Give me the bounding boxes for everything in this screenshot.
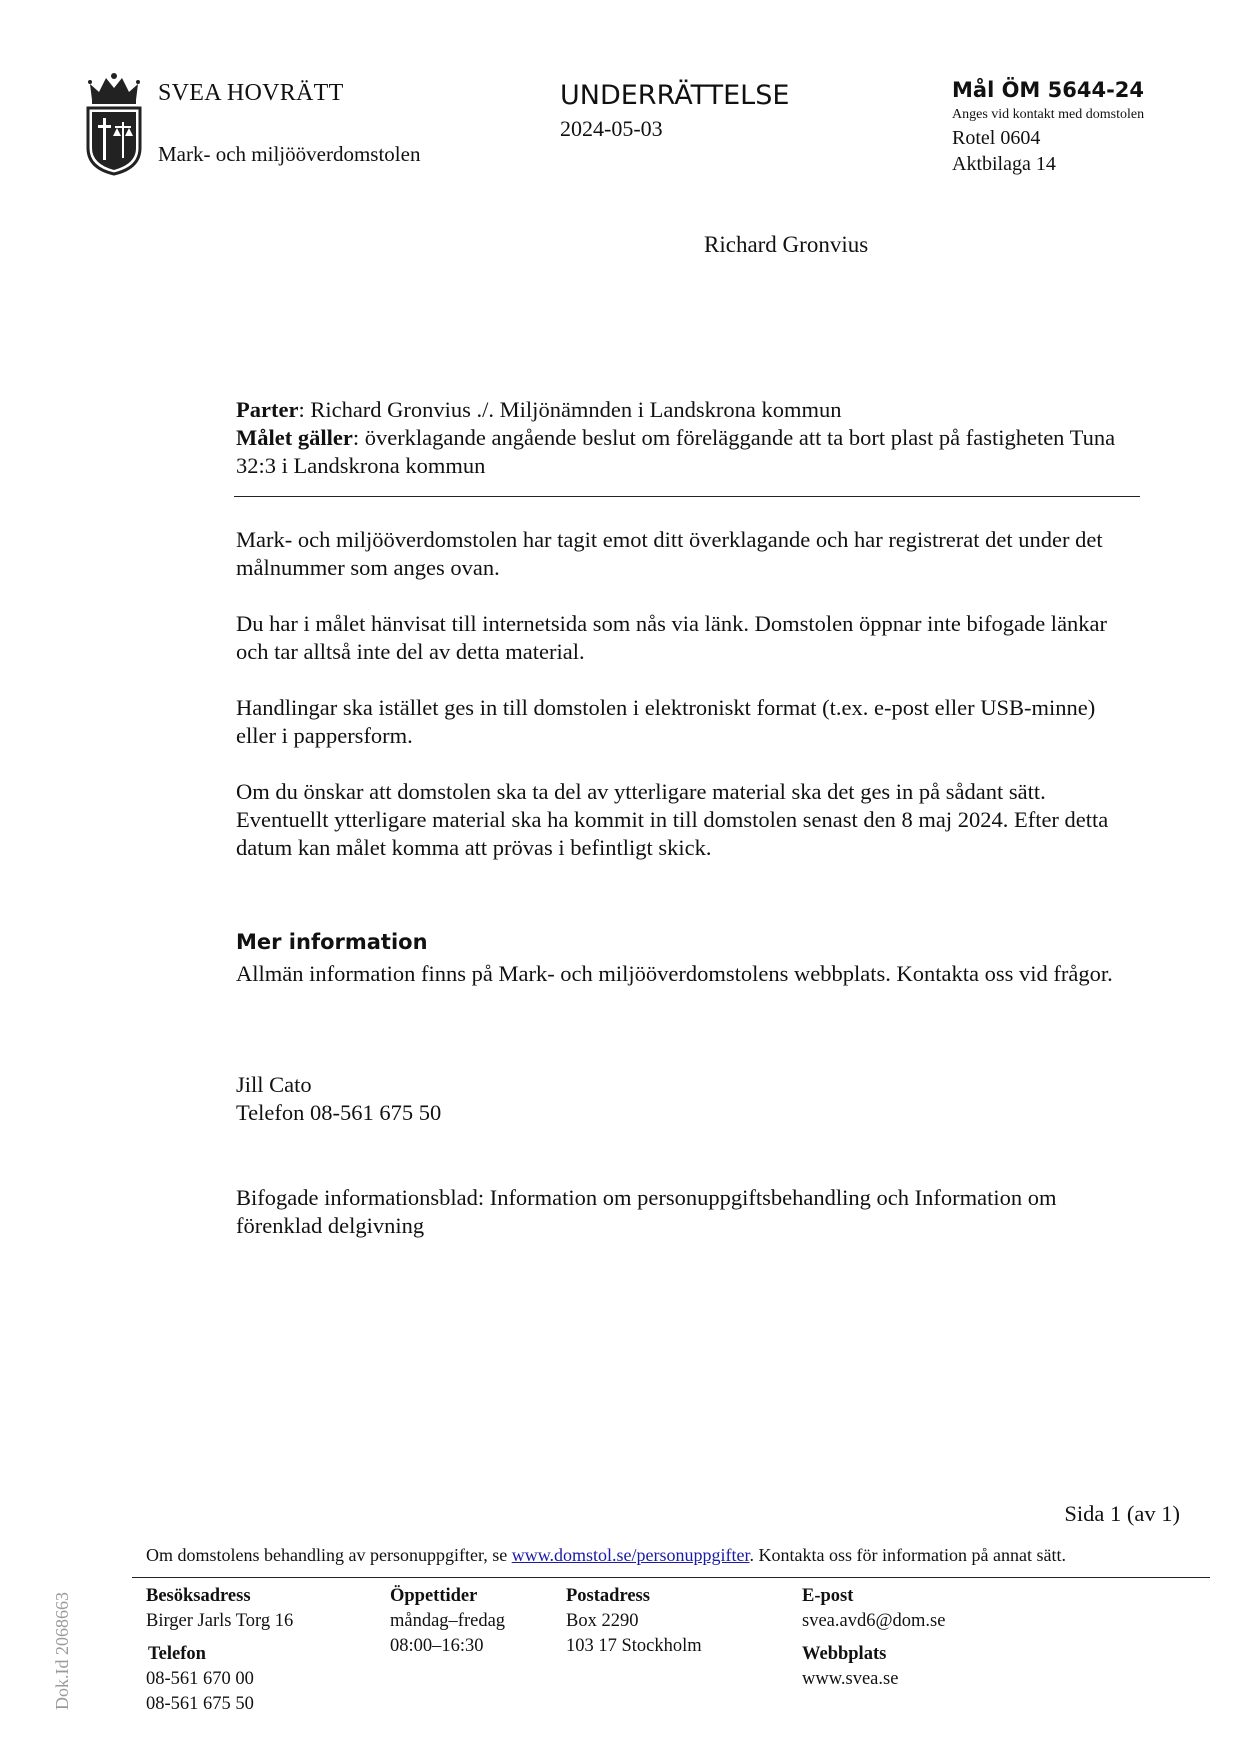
visit-value: Birger Jarls Torg 16 [146,1611,294,1631]
privacy-suffix: . Kontakta oss för information på annat sätt. [749,1545,1066,1565]
hours-label: Öppettider [390,1586,478,1606]
more-info-text: Allmän information finns på Mark- och miljööverdomstolens webbplats. Kontakta oss vid frågor. [236,961,1113,986]
post-box: Box 2290 [566,1611,639,1631]
body-paragraph: Handlingar ska istället ges in till domstolen i elektroniskt format (t.ex. e-post eller USB-minne) eller i pappersform. [236,695,1096,748]
signature-phone: Telefon 08-561 675 50 [236,1100,442,1125]
body-paragraph: Om du önskar att domstolen ska ta del av ytterligare material ska det ges in på sådant sätt. Eventuellt ytterligare material ska ha kommit in till domstolen senast den 8 maj 2024. Efter detta datum kan målet komma att prövas i befintligt skick. [236,779,1109,860]
page-number: Sida 1 (av 1) [1064,1501,1180,1526]
footer-phone [146,1642,254,1717]
footer-visit-address [146,1584,293,1634]
footer-postal-address [566,1584,702,1659]
footer-opening-hours [390,1584,505,1659]
subject-block [236,396,1136,480]
parties-label: Parter [236,397,299,422]
more-info-heading: Mer information [236,930,428,954]
document-date: 2024-05-03 [560,116,663,141]
privacy-prefix: Om domstolens behandling av personuppgifter, se [146,1545,512,1565]
hours-days: måndag–fredag [390,1611,506,1631]
court-coat-of-arms-logo [84,70,144,176]
visit-label: Besöksadress [146,1586,251,1606]
aktbilaga-number: Aktbilaga 14 [952,153,1056,175]
email-value: svea.avd6@dom.se [802,1611,946,1631]
attachments-text: Bifogade informationsblad: Information om personuppgiftsbehandling och Information om förenklad delgivning [236,1185,1057,1238]
case-number: Mål ÖM 5644-24 [952,78,1145,102]
post-label: Postadress [566,1586,650,1606]
parties-line [236,396,1136,424]
footer-email [802,1584,945,1634]
phone-number: 08-561 675 50 [146,1694,254,1714]
footer-website [802,1642,898,1692]
rotel-number: Rotel 0604 [952,127,1041,149]
web-label: Webbplats [802,1644,887,1664]
court-name: SVEA HOVRÄTT [158,80,344,106]
phone-label: Telefon [148,1644,206,1664]
phone-number: 08-561 670 00 [146,1669,254,1689]
privacy-link[interactable]: www.domstol.se/personuppgifter [511,1545,750,1565]
matter-label: Målet gäller [236,425,353,450]
parties-value: : Richard Gronvius ./. Miljönämnden i Landskrona kommun [298,397,842,422]
case-number-note: Anges vid kontakt med domstolen [952,107,1145,122]
body-paragraph: Mark- och miljööverdomstolen har tagit emot ditt överklagande och har registrerat det under det målnummer som anges ovan. [236,527,1103,580]
footer-divider [132,1577,1210,1578]
body-paragraph: Du har i målet hänvisat till internetsida som nås via länk. Domstolen öppnar inte bifogade länkar och tar alltså inte del av detta material. [236,611,1108,664]
matter-value: : överklagande angående beslut om föreläggande att ta bort plast på fastigheten Tuna 32:3 i Landskrona kommun [236,425,1116,478]
subject-divider [234,496,1140,497]
recipient-name: Richard Gronvius [704,232,869,257]
privacy-notice [146,1545,1066,1566]
post-city: 103 17 Stockholm [566,1636,702,1656]
matter-line [236,424,1136,480]
web-value: www.svea.se [802,1669,899,1689]
court-division: Mark- och miljööverdomstolen [158,142,421,166]
hours-time: 08:00–16:30 [390,1636,484,1656]
document-id: Dok.Id 2068663 [52,1592,72,1710]
email-label: E-post [802,1586,854,1606]
signature-name: Jill Cato [236,1072,312,1097]
document-type-title: UNDERRÄTTELSE [560,80,790,111]
